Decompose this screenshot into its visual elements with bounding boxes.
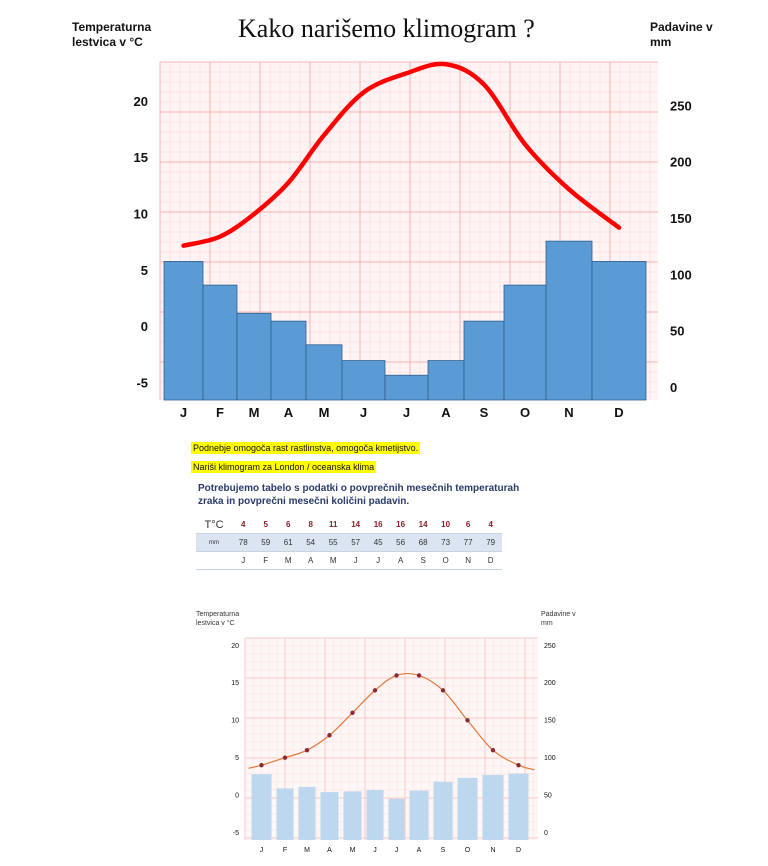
temperature-point (441, 688, 445, 692)
precipitation-bar (458, 778, 478, 840)
precipitation-cell: 77 (457, 534, 479, 552)
temperature-cell: 4 (232, 516, 254, 534)
x-tick-label: M (318, 405, 330, 420)
precipitation-cell: 45 (367, 534, 389, 552)
temperature-cell: 11 (322, 516, 344, 534)
precipitation-bar (434, 782, 453, 840)
temperature-point (491, 748, 495, 752)
precipitation-cell: 56 (389, 534, 411, 552)
y-tick-label: 15 (231, 680, 239, 688)
precipitation-cell: 59 (254, 534, 276, 552)
y-tick-label: 0 (235, 792, 239, 800)
x-tick-label: F (216, 405, 224, 420)
precipitation-bar (164, 261, 203, 400)
temperature-cell: 4 (479, 516, 502, 534)
month-cell: D (479, 552, 502, 570)
precipitation-cell: 57 (344, 534, 366, 552)
precipitation-bar (237, 313, 271, 400)
y-tick-label: -5 (136, 375, 148, 391)
temperature-cell: 8 (299, 516, 321, 534)
task-text (198, 482, 558, 508)
x-tick-label: J (373, 847, 377, 854)
y2-tick-label: 0 (544, 829, 548, 837)
precipitation-cell: 79 (479, 534, 502, 552)
y2-tick-label: 50 (670, 323, 685, 339)
small-left-axis-caption-line1: Temperaturna (196, 611, 240, 618)
precipitation-row (196, 534, 502, 552)
month-cell: O (434, 552, 456, 570)
temperature-cell: 6 (277, 516, 299, 534)
right-axis-caption-line2: mm (650, 35, 672, 49)
y2-tick-label: 200 (670, 154, 692, 170)
precipitation-cell: 61 (277, 534, 299, 552)
month-cell: J (367, 552, 389, 570)
task-text-line1: Potrebujemo tabelo s podatki o povprečnih mesečnih temperaturah (198, 483, 520, 494)
precipitation-bar (367, 790, 384, 840)
x-tick-label: D (515, 847, 522, 854)
months-row (196, 552, 502, 570)
precipitation-bar (428, 361, 464, 400)
precipitation-bar (321, 792, 339, 840)
precipitation-bar (410, 791, 429, 840)
temperature-cell: 6 (457, 516, 479, 534)
small-right-axis-caption-line2: mm (541, 620, 553, 627)
x-tick-label: A (441, 405, 451, 420)
y-tick-label: 20 (231, 642, 239, 650)
x-tick-label: J (394, 847, 399, 854)
months-row-label (196, 552, 232, 570)
y-tick-label: 5 (140, 262, 148, 278)
x-tick-label: D (614, 405, 624, 420)
y2-tick-label: 200 (544, 680, 556, 688)
temperature-cell: 10 (434, 516, 456, 534)
temperature-point (305, 748, 309, 752)
x-tick-label: J (359, 405, 368, 420)
precipitation-bar (271, 321, 306, 400)
temperature-point (350, 711, 354, 715)
month-cell: A (299, 552, 321, 570)
precipitation-bar (344, 791, 362, 840)
climograph-example-chart (0, 620, 768, 866)
left-axis-caption-line2: lestvica v °C (72, 35, 143, 49)
x-tick-label: A (283, 405, 294, 420)
left-axis-caption-line1: Temperaturna (72, 20, 152, 34)
temperature-point (259, 763, 263, 767)
precipitation-bar (306, 345, 342, 400)
precipitation-bar (546, 241, 592, 400)
y-tick-label: 15 (133, 150, 148, 166)
x-tick-label: O (519, 405, 531, 420)
temperature-cell: 16 (367, 516, 389, 534)
y-tick-label: 10 (133, 206, 148, 222)
temperature-cell: 16 (389, 516, 411, 534)
temperature-row-label: T°C (196, 516, 232, 534)
y-tick-label: 10 (231, 717, 239, 725)
x-tick-label: J (259, 847, 264, 854)
precipitation-bar (385, 375, 428, 400)
month-cell: A (389, 552, 411, 570)
y2-tick-label: 100 (544, 755, 556, 763)
temperature-row (196, 516, 502, 534)
precipitation-bar (483, 775, 504, 840)
precipitation-cell: 54 (299, 534, 321, 552)
month-cell: M (277, 552, 299, 570)
month-cell: J (344, 552, 366, 570)
precipitation-bar (342, 361, 385, 400)
precipitation-bar (203, 285, 237, 400)
temperature-point (373, 688, 377, 692)
x-tick-label: J (402, 405, 411, 420)
precipitation-cell: 78 (232, 534, 254, 552)
right-axis-caption-line1: Padavine v (650, 20, 713, 34)
y2-tick-label: 250 (670, 98, 692, 114)
y-tick-label: 20 (133, 93, 148, 109)
x-tick-label: F (282, 847, 288, 854)
small-right-axis-caption-line1: Padavine v (541, 611, 576, 618)
temperature-cell: 5 (254, 516, 276, 534)
month-cell: F (254, 552, 276, 570)
task-text-line2: zraka in povprečni mesečni količini padavin. (198, 496, 410, 507)
x-tick-label: M (349, 847, 356, 854)
x-tick-label: A (327, 847, 332, 854)
y2-tick-label: 250 (544, 642, 556, 650)
y2-tick-label: 100 (670, 267, 692, 283)
temperature-cell: 14 (412, 516, 434, 534)
precipitation-row-label: mm (196, 534, 232, 552)
month-cell: J (232, 552, 254, 570)
climograph-main-chart (0, 0, 768, 430)
y-tick-label: 5 (235, 755, 239, 763)
climate-data-table (196, 516, 502, 570)
month-cell: S (412, 552, 434, 570)
temperature-cell: 14 (344, 516, 366, 534)
precipitation-bar (509, 773, 529, 840)
temperature-point (465, 718, 469, 722)
note-line-1: Podnebje omogoča rast rastlinstva, omogoča kmetijstvo. (193, 443, 419, 453)
x-tick-label: M (248, 405, 260, 420)
x-tick-label: O (464, 847, 471, 854)
small-left-axis-caption-line2: lestvica v °C (196, 620, 235, 627)
temperature-point (283, 756, 287, 760)
precipitation-bar (592, 261, 646, 400)
page-title: Kako narišemo klimogram ? (238, 14, 535, 43)
y2-tick-label: 150 (670, 210, 692, 226)
temperature-point (516, 763, 520, 767)
temperature-point (327, 733, 331, 737)
temperature-point (417, 673, 421, 677)
x-tick-label: M (304, 847, 310, 854)
x-tick-label: N (564, 405, 574, 420)
x-tick-label: S (440, 847, 446, 854)
x-tick-label: J (179, 405, 188, 420)
x-tick-label: A (416, 847, 422, 854)
temperature-point (394, 673, 398, 677)
y2-tick-label: 50 (544, 792, 552, 800)
y2-tick-label: 0 (670, 379, 678, 395)
y-tick-label: 0 (140, 319, 148, 335)
precipitation-bar (299, 787, 316, 840)
y2-tick-label: 150 (544, 717, 556, 725)
month-cell: M (322, 552, 344, 570)
precipitation-cell: 55 (322, 534, 344, 552)
note-line-2: Nariši klimogram za London / oceanska klima (193, 462, 375, 472)
precipitation-bar (504, 285, 546, 400)
x-tick-label: S (479, 405, 489, 420)
precipitation-bar (389, 799, 405, 840)
y-tick-label: -5 (232, 829, 239, 837)
precipitation-cell: 68 (412, 534, 434, 552)
precipitation-bar (464, 321, 504, 400)
precipitation-cell: 73 (434, 534, 456, 552)
precipitation-bar (277, 788, 294, 840)
x-tick-label: N (490, 847, 496, 854)
month-cell: N (457, 552, 479, 570)
precipitation-bar (252, 774, 272, 840)
